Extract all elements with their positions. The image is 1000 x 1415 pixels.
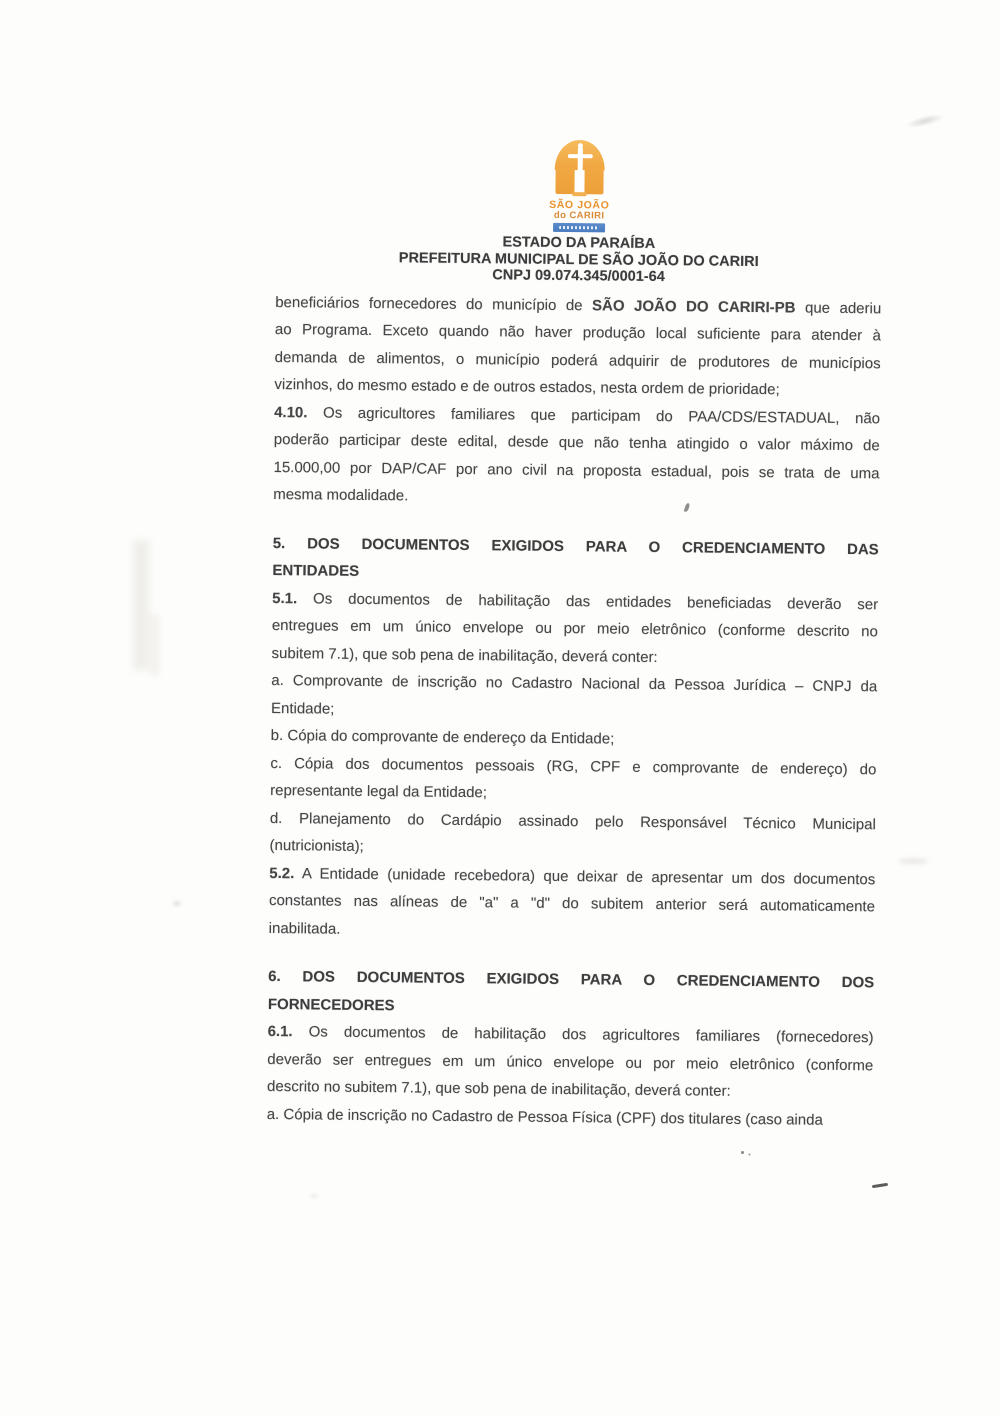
logo-text-line1: SÃO JOÃO: [549, 198, 610, 212]
text-line: 5. DOS DOCUMENTOS EXIGIDOS PARA O CREDENCIAMENTO DAS: [272, 534, 879, 558]
stray-dash-mark: [872, 1183, 888, 1188]
paragraph: [267, 1018, 874, 1107]
paragraph: [271, 584, 878, 673]
header-municipality-line: PREFEITURA MUNICIPAL DE SÃO JOÃO DO CARIRI: [398, 249, 759, 270]
text-line: entregues em um único envelope ou por meio eletrônico (conforme descrito no: [271, 616, 878, 641]
text-line: 5.1. Os documentos de habilitação das entidades beneficiadas deverão ser: [272, 589, 879, 613]
logo-banner: [553, 223, 605, 233]
text-line: 6. DOS DOCUMENTOS EXIGIDOS PARA O CREDENCIAMENTO DOS: [268, 967, 875, 992]
cross-horizontal-shape: [568, 154, 593, 158]
text-line: vizinhos, do mesmo estado e de outros estados, nesta ordem de prioridade;: [274, 375, 780, 399]
text-line: 15.000,00 por DAP/CAF por ano civil na proposta estadual, pois se trata de uma: [273, 458, 880, 482]
text-line: (nutricionista);: [269, 836, 364, 855]
page-content: [267, 137, 883, 1134]
scan-smudge: [898, 858, 928, 864]
text-line: ENTIDADES: [272, 561, 360, 580]
paragraph: [270, 749, 877, 810]
scan-smudge: [904, 111, 945, 130]
text-line: 5.2. A Entidade (unidade recebedora) que deixar de apresentar um dos documentos: [269, 864, 876, 888]
paragraph: [271, 667, 878, 728]
text-line: ao Programa. Exceto quando não haver produção local suficiente para atender à: [274, 320, 882, 345]
paragraph: [267, 1100, 873, 1134]
text-line: representante legal da Entidade;: [270, 781, 488, 802]
text-line: subitem 7.1), que sob pena de inabilitação, deverá conter:: [271, 644, 658, 666]
document-body: [267, 288, 882, 1134]
text-line: a. Cópia de inscrição no Cadastro de Pessoa Física (CPF) dos titulares (caso ainda: [266, 1105, 823, 1129]
section-heading: [272, 529, 879, 590]
left-pillar-shape: [555, 168, 574, 194]
text-line: FORNECEDORES: [267, 995, 395, 1014]
arch-monument-icon: [552, 140, 607, 199]
text-line: b. Cópia do comprovante de endereço da Entidade;: [270, 726, 615, 748]
paragraph: [273, 398, 880, 514]
text-line: descrito no subitem 7.1), que sob pena de inabilitação, deverá conter:: [266, 1077, 731, 1100]
text-line: demanda de alimentos, o município poderá adquirir de produtores de municípios: [274, 348, 881, 372]
text-line: a. Comprovante de inscrição no Cadastro Nacional da Pessoa Jurídica – CNPJ da: [271, 671, 878, 696]
text-line: d. Planejamento do Cardápio assinado pelo Responsável Técnico Municipal: [269, 809, 876, 833]
right-pillar-shape: [584, 168, 603, 194]
scan-streak: [150, 615, 159, 675]
text-line: mesma modalidade.: [273, 485, 409, 505]
logo-text-line2: do CARIRI: [553, 209, 605, 222]
text-line: beneficiários fornecedores do município de SÃO JOÃO DO CARIRI-PB que aderiu: [275, 293, 882, 317]
text-line: 4.10. Os agricultores familiares que participam do PAA/CDS/ESTADUAL, não: [274, 403, 881, 427]
pedestal-shape: [572, 192, 586, 196]
header-cnpj-line: CNPJ 09.074.345/0001-64: [492, 267, 665, 286]
stray-dots-mark: [741, 1151, 744, 1154]
text-line: poderão participar deste edital, desde que não tenha atingido o valor máximo de: [273, 430, 880, 455]
text-line: c. Cópia dos documentos pessoais (RG, CPF e comprovante de endereço) do: [270, 754, 877, 778]
scan-streak: [133, 540, 149, 670]
figure-head-shape: [578, 143, 583, 148]
scan-speck: [173, 901, 181, 906]
paragraph: [269, 859, 876, 948]
text-line: constantes nas alíneas de "a" a "d" do subitem anterior será automaticamente: [268, 891, 876, 916]
paragraph: [274, 288, 881, 404]
paragraph: [269, 804, 876, 865]
document-header: [275, 232, 881, 288]
text-line: deverão ser entregues em um único envelope ou por meio eletrônico (conforme: [267, 1050, 874, 1074]
text-line: 6.1. Os documentos de habilitação dos agricultores familiares (fornecedores): [267, 1022, 874, 1047]
text-line: inabilitada.: [268, 919, 341, 938]
municipality-logo: [276, 137, 883, 235]
header-state-line: ESTADO DA PARAÍBA: [502, 234, 656, 252]
scan-speck: [310, 1194, 318, 1198]
text-line: Entidade;: [270, 699, 335, 718]
section-heading: [268, 963, 875, 1024]
